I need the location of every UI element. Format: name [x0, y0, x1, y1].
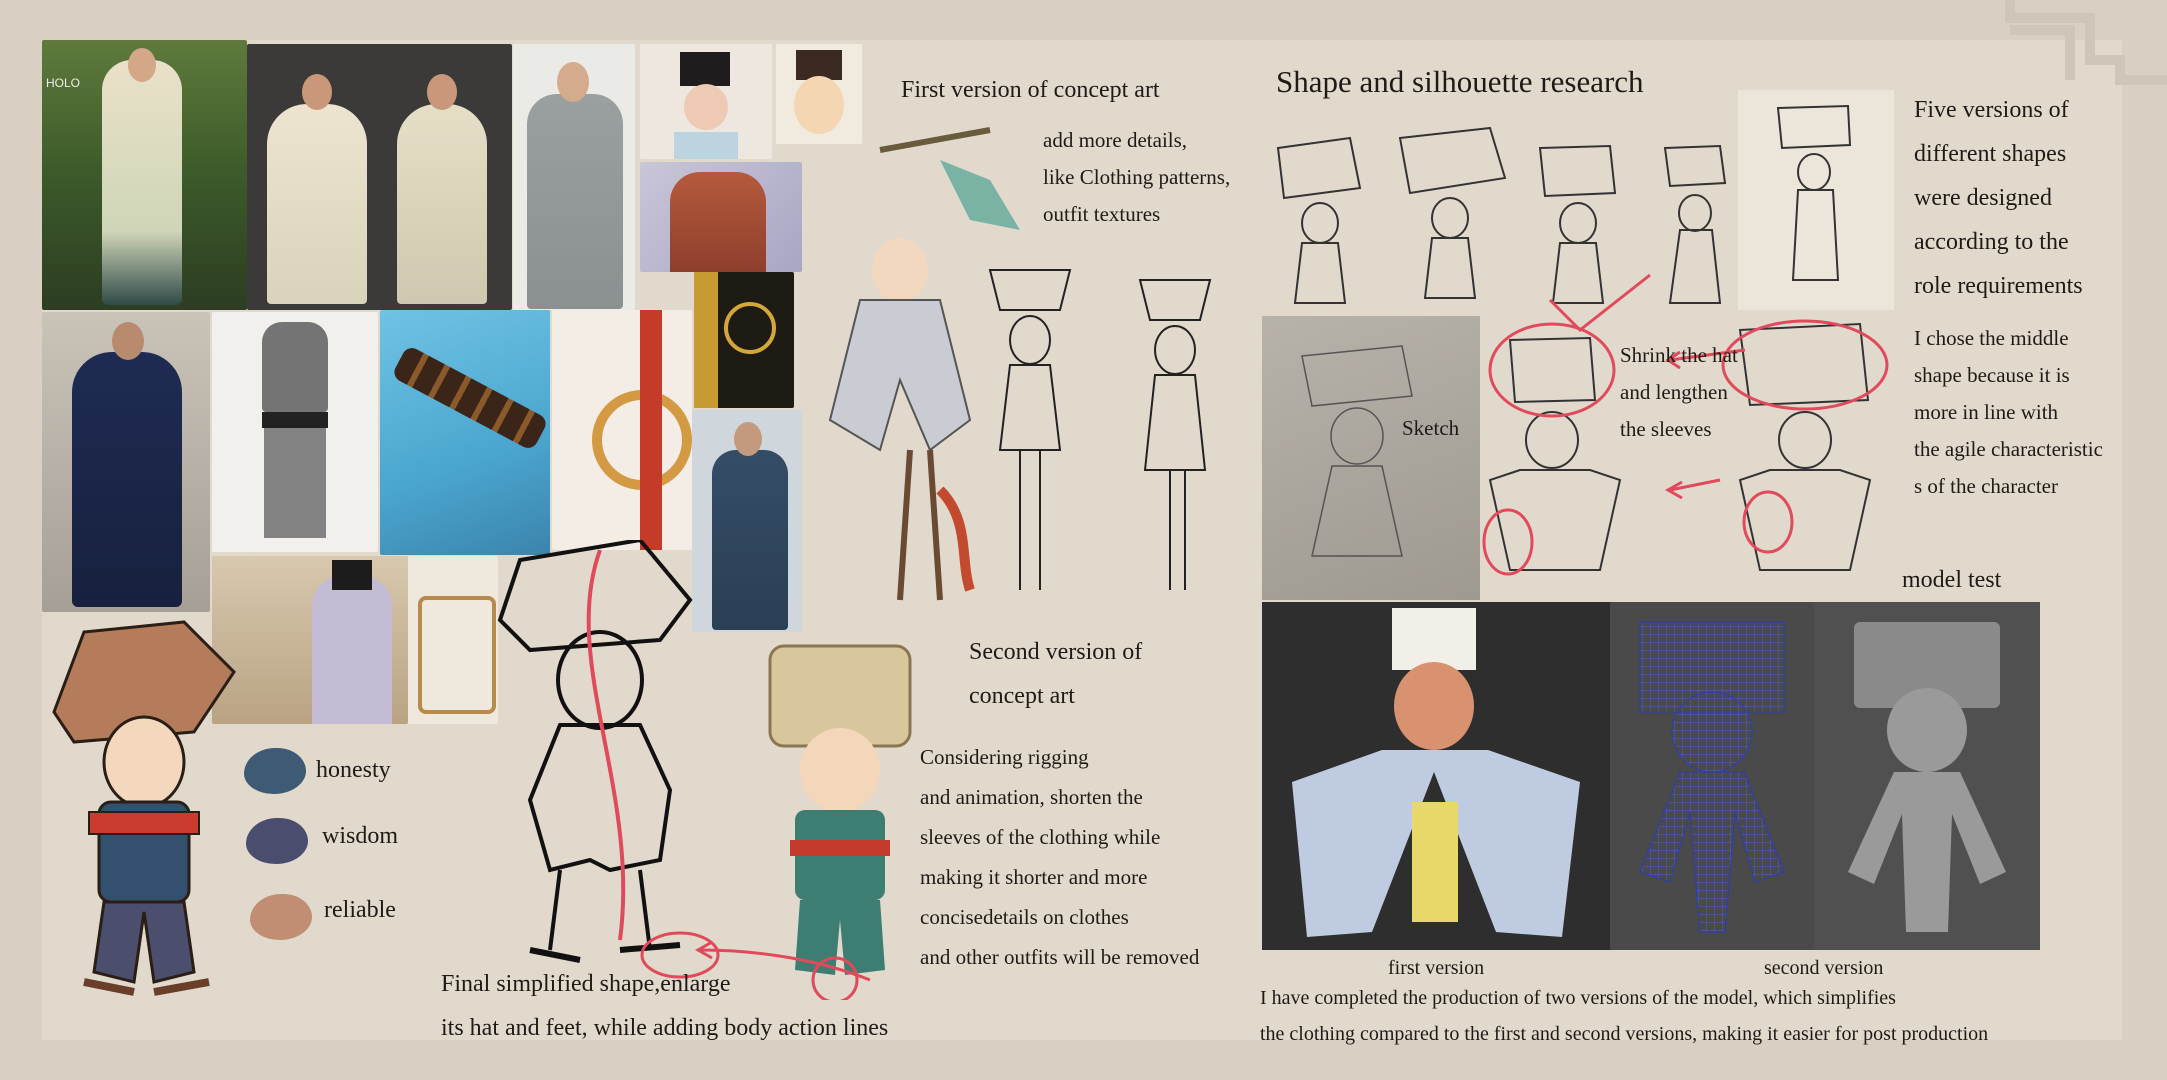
red-check-mark: [1540, 270, 1660, 340]
swatch-honesty: [244, 748, 306, 794]
concept-v2-note-6: and other outfits will be removed: [920, 945, 1200, 969]
middle-choice-line1: I chose the middle: [1914, 326, 2069, 350]
concept-v1-title: First version of concept art: [901, 77, 1160, 103]
middle-choice-line5: s of the character: [1914, 474, 2058, 498]
model-summary-line2: the clothing compared to the first and second versions, making it easier for post production: [1260, 1023, 1989, 1045]
shrink-note-line1: Shrink the hat: [1620, 343, 1738, 367]
reference-photo-garden: [42, 40, 247, 310]
sketch-photo: [1262, 316, 1480, 600]
model-summary-line1: I have completed the production of two versions of the model, which simplifies: [1260, 987, 1896, 1009]
middle-choice-line3: more in line with: [1914, 400, 2059, 424]
five-versions-line1: Five versions of: [1914, 97, 2069, 123]
concept-v2-note-3: sleeves of the clothing while: [920, 825, 1161, 849]
model-render-wireframe: [1610, 602, 1814, 950]
reference-photo-hanfu-pair: [247, 44, 512, 310]
concept-v2-title-line2: concept art: [969, 683, 1075, 709]
character-first-version-sketch-a: [980, 250, 1090, 600]
concept-v1-note-3: outfit textures: [1043, 202, 1161, 226]
five-versions-line4: according to the: [1914, 229, 2069, 255]
five-versions-line2: different shapes: [1914, 141, 2067, 167]
middle-choice-line4: the agile characteristic: [1914, 437, 2103, 461]
silhouette-sketch-5: [1738, 90, 1894, 310]
model-render-grey: [1814, 602, 2040, 950]
final-shape-line1: Final simplified shape,enlarge: [441, 971, 731, 997]
reference-closeup-gold-pattern: [552, 310, 692, 550]
model-render-first: [1262, 602, 1610, 950]
concept-v1-note-2: like Clothing patterns,: [1043, 165, 1231, 189]
final-shape-line2: its hat and feet, while adding body action lines: [441, 1015, 889, 1041]
middle-choice-line2: shape because it is: [1914, 363, 2070, 387]
swatch-reliable: [250, 894, 312, 940]
silhouette-title: Shape and silhouette research: [1276, 64, 1644, 99]
reference-black-fabric: [694, 272, 794, 408]
palette-label-wisdom: wisdom: [322, 823, 399, 849]
swatch-wisdom: [246, 818, 308, 864]
palette-label-honesty: honesty: [316, 757, 391, 783]
reference-photo-girl-hat: [640, 44, 772, 159]
reference-photo-grey-robe: [513, 44, 635, 310]
reference-photo-grey-outfit: [212, 312, 378, 552]
photo-watermark: HOLO: [46, 76, 81, 90]
concept-v2-note-1: Considering rigging: [920, 745, 1089, 769]
concept-v2-note-5: concisedetails on clothes: [920, 905, 1129, 929]
model-test-title: model test: [1902, 567, 2002, 593]
palette-label-reliable: reliable: [324, 897, 396, 923]
concept-v2-title-line1: Second version of: [969, 639, 1143, 665]
shrink-note-line2: and lengthen: [1620, 380, 1728, 404]
concept-v2-note-4: making it shorter and more: [920, 865, 1148, 889]
concept-v2-note-2: and animation, shorten the: [920, 785, 1143, 809]
five-versions-line3: were designed: [1914, 185, 2052, 211]
character-first-version-sketch-b: [1120, 250, 1230, 600]
reference-photo-navy-robe: [42, 312, 210, 612]
model-second-label: second version: [1764, 957, 1884, 979]
shrink-note-line3: the sleeves: [1620, 417, 1712, 441]
reference-painting-red-robe: [640, 162, 802, 272]
sketch-label: Sketch: [1402, 416, 1460, 440]
concept-v1-note-1: add more details,: [1043, 128, 1188, 152]
reference-closeup-blue-beads: [380, 310, 550, 555]
model-first-label: first version: [1388, 957, 1485, 979]
five-versions-line5: role requirements: [1914, 273, 2083, 299]
reference-photo-bamboo-rack: [408, 556, 498, 724]
silhouette-sketch-row: [1260, 118, 1740, 318]
character-final-colored: [44, 612, 244, 1012]
